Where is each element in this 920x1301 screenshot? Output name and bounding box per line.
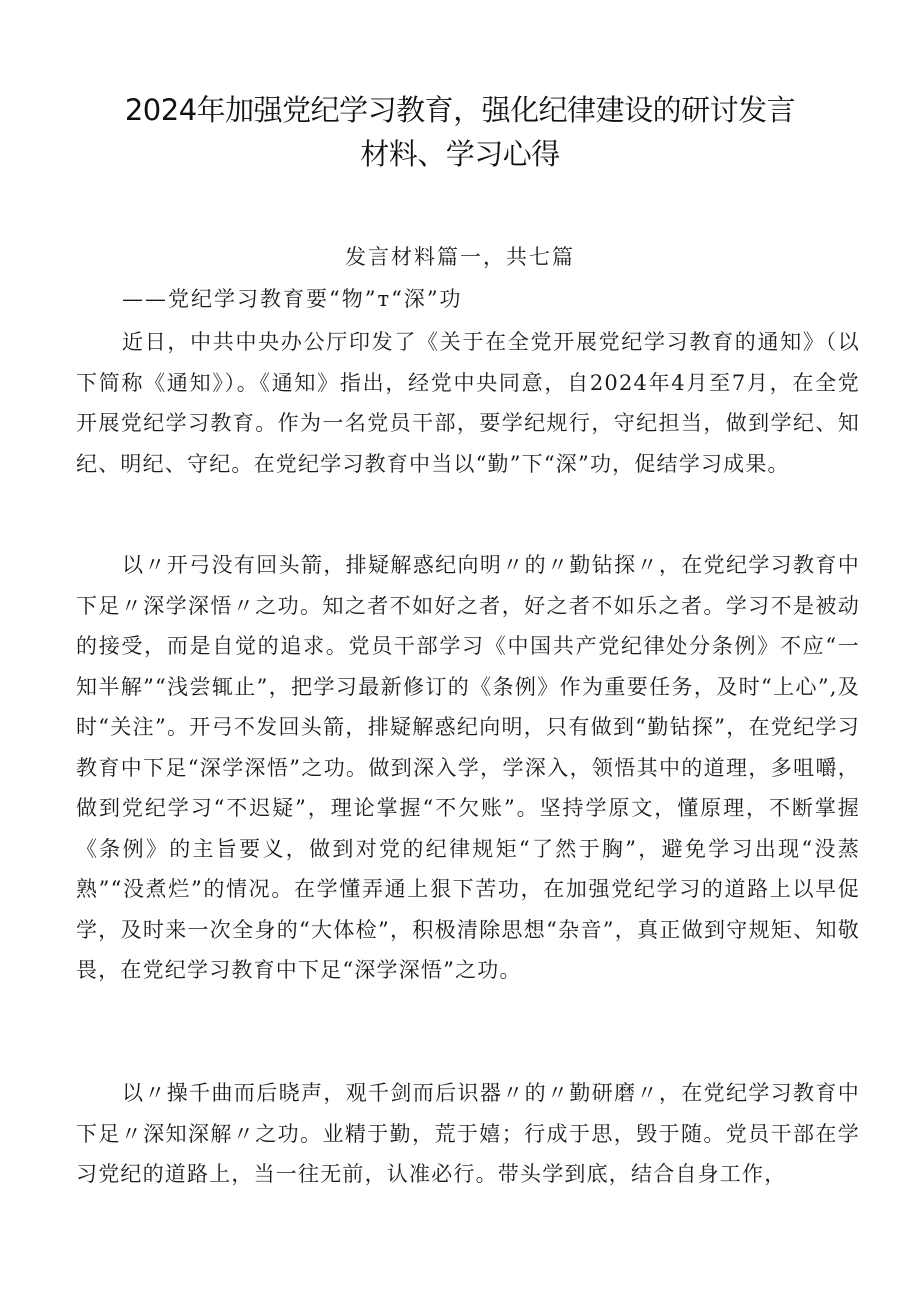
paragraph-1: 近日，中共中央办公厅印发了《关于在全党开展党纪学习教育的通知》（以下简称《通知》）。《通知》指出，经党中央同意，自2024年4月至7月，在全党开展党纪学习教育。作为一名党员干部，要学纪规行，守纪担当，做到学纪、知纪、明纪、守纪。在党纪学习教育中当以“勤”下“深”功，促结学习成果。 — [76, 330, 860, 476]
document-title-line-2: 材料、学习心得 — [360, 137, 560, 171]
paragraph-2: 以〃开弓没有回头箭，排疑解惑纪向明〃的〃勤钻探〃，在党纪学习教育中下足〃深学深悟〃之功。知之者不如好之者，好之者不如乐之者。学习不是被动的接受，而是自觉的追求。党员干部学习《中国共产党纪律处分条例》不应“一知半解”“浅尝辄止”，把学习最新修订的《条例》作为重要任务，及时“上心”,及时“关注”。开弓不发回头箭，排疑解惑纪向明，只有做到“勤钻探”，在党纪学习教育中下足“深学深悟”之功。做到深入学，学深入，领悟其中的道理，多咀嚼，做到党纪学习“不迟疑”，理论掌握“不欠账”。坚持学原文，懂原理，不断掌握《条例》的主旨要义，做到对党的纪律规矩“了然于胸”，避免学习出现“没蒸熟”“没煮烂”的情况。在学懂弄通上狠下苦功，在加强党纪学习的道路上以早促学，及时来一次全身的“大体检”，积极清除思想“杂音”，真正做到守规矩、知敬畏，在党纪学习教育中下足“深学深悟”之功。 — [76, 553, 860, 982]
document-title-line-1: 2024年加强党纪学习教育，强化纪律建设的研讨发言 — [124, 93, 796, 127]
document-subtitle: 发言材料篇一，共七篇 — [345, 245, 575, 269]
paragraph-3: 以〃操千曲而后晓声，观千剑而后识器〃的〃勤研磨〃，在党纪学习教育中下足〃深知深解〃之功。业精于勤，荒于嬉；行成于思，毁于随。党员干部在学习党纪的道路上，当一往无前，认准必行。带头学到底，结合自身工作， — [76, 1081, 860, 1186]
section-heading: ——党纪学习教育要“物”т“深”功 — [122, 287, 463, 311]
